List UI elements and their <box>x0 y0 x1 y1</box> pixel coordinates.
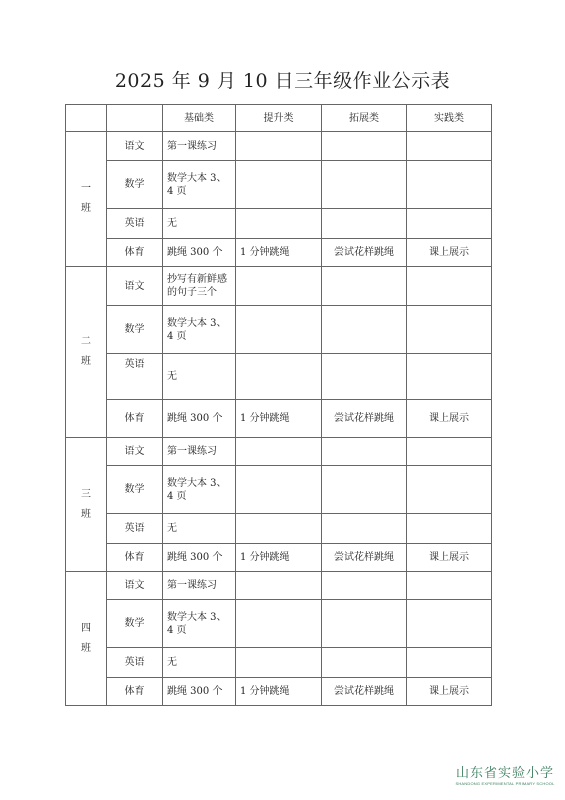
extended-cell <box>322 354 407 400</box>
advanced-cell <box>236 572 322 600</box>
school-logo <box>455 762 555 786</box>
class-label <box>66 132 107 267</box>
extended-cell <box>322 438 407 466</box>
header-advanced: 提升类 <box>236 105 322 132</box>
basic-cell: 第一课练习 <box>163 132 236 161</box>
basic-cell: 数学大本 3、4 页 <box>163 466 236 514</box>
class-label-char: 四 <box>81 622 91 634</box>
basic-cell: 数学大本 3、4 页 <box>163 161 236 209</box>
advanced-cell: 1 分钟跳绳 <box>236 400 322 438</box>
table-row <box>66 466 492 514</box>
extended-cell <box>322 161 407 209</box>
basic-cell: 跳绳 300 个 <box>163 239 236 267</box>
advanced-cell <box>236 438 322 466</box>
basic-cell: 无 <box>163 648 236 678</box>
class-label <box>66 572 107 706</box>
subject-cell: 英语 <box>107 514 163 544</box>
subject-cell: 体育 <box>107 400 163 438</box>
practice-cell <box>407 600 492 648</box>
header-extended: 拓展类 <box>322 105 407 132</box>
advanced-cell <box>236 466 322 514</box>
advanced-cell <box>236 209 322 239</box>
subject-cell: 数学 <box>107 161 163 209</box>
advanced-cell <box>236 354 322 400</box>
subject-cell: 体育 <box>107 678 163 706</box>
practice-cell: 课上展示 <box>407 400 492 438</box>
advanced-cell <box>236 267 322 306</box>
subject-cell: 语文 <box>107 438 163 466</box>
subject-cell: 数学 <box>107 306 163 354</box>
basic-cell: 第一课练习 <box>163 438 236 466</box>
subject-cell: 体育 <box>107 239 163 267</box>
class-label <box>66 438 107 572</box>
table-row <box>66 572 492 600</box>
practice-cell <box>407 466 492 514</box>
class-label-char: 班 <box>81 642 91 654</box>
practice-cell <box>407 438 492 466</box>
class-label-char: 三 <box>81 488 91 500</box>
table-row <box>66 400 492 438</box>
extended-cell <box>322 267 407 306</box>
table-row <box>66 209 492 239</box>
extended-cell: 尝试花样跳绳 <box>322 678 407 706</box>
advanced-cell <box>236 161 322 209</box>
table-row <box>66 438 492 466</box>
header-practice: 实践类 <box>407 105 492 132</box>
logo-english: SHANDONG EXPERIMENTAL PRIMARY SCHOOL <box>455 781 555 786</box>
practice-cell <box>407 132 492 161</box>
practice-cell: 课上展示 <box>407 239 492 267</box>
header-basic: 基础类 <box>163 105 236 132</box>
table-row <box>66 678 492 706</box>
extended-cell: 尝试花样跳绳 <box>322 544 407 572</box>
table-row <box>66 132 492 161</box>
extended-cell <box>322 209 407 239</box>
table-row <box>66 354 492 400</box>
practice-cell <box>407 572 492 600</box>
extended-cell <box>322 572 407 600</box>
class-label-char: 一 <box>81 183 91 194</box>
extended-cell <box>322 132 407 161</box>
practice-cell <box>407 354 492 400</box>
basic-cell: 跳绳 300 个 <box>163 400 236 438</box>
class-label-char: 班 <box>81 203 91 214</box>
table-row <box>66 514 492 544</box>
header-row <box>66 105 492 132</box>
subject-cell: 英语 <box>107 209 163 239</box>
subject-cell: 数学 <box>107 466 163 514</box>
subject-cell: 语文 <box>107 132 163 161</box>
advanced-cell <box>236 648 322 678</box>
subject-cell: 体育 <box>107 544 163 572</box>
class-label-char: 二 <box>81 336 91 347</box>
class-label-char: 班 <box>81 508 91 520</box>
class-label-char: 班 <box>81 356 91 367</box>
table-row <box>66 600 492 648</box>
advanced-cell <box>236 132 322 161</box>
table-row <box>66 648 492 678</box>
advanced-cell <box>236 600 322 648</box>
basic-cell: 无 <box>163 209 236 239</box>
basic-cell: 数学大本 3、4 页 <box>163 306 236 354</box>
basic-cell: 第一课练习 <box>163 572 236 600</box>
table-row <box>66 306 492 354</box>
extended-cell: 尝试花样跳绳 <box>322 400 407 438</box>
advanced-cell: 1 分钟跳绳 <box>236 239 322 267</box>
practice-cell <box>407 209 492 239</box>
advanced-cell: 1 分钟跳绳 <box>236 678 322 706</box>
basic-cell: 无 <box>163 514 236 544</box>
header-blank-2 <box>107 105 163 132</box>
practice-cell <box>407 267 492 306</box>
practice-cell: 课上展示 <box>407 544 492 572</box>
extended-cell <box>322 600 407 648</box>
table-row <box>66 161 492 209</box>
page-title: 2025 年 9 月 10 日三年级作业公示表 <box>114 70 451 92</box>
extended-cell <box>322 306 407 354</box>
basic-cell: 跳绳 300 个 <box>163 678 236 706</box>
class-label <box>66 267 107 438</box>
table-row <box>66 267 492 306</box>
basic-cell: 抄写有新鲜感的句子三个 <box>163 267 236 306</box>
advanced-cell <box>236 514 322 544</box>
extended-cell <box>322 648 407 678</box>
advanced-cell: 1 分钟跳绳 <box>236 544 322 572</box>
practice-cell <box>407 648 492 678</box>
subject-cell: 语文 <box>107 572 163 600</box>
basic-cell: 跳绳 300 个 <box>163 544 236 572</box>
subject-cell: 语文 <box>107 267 163 306</box>
subject-cell: 英语 <box>107 648 163 678</box>
table-row <box>66 239 492 267</box>
extended-cell <box>322 514 407 544</box>
homework-table <box>65 104 492 706</box>
basic-cell: 无 <box>163 354 236 400</box>
practice-cell <box>407 514 492 544</box>
table-row <box>66 544 492 572</box>
practice-cell <box>407 306 492 354</box>
extended-cell: 尝试花样跳绳 <box>322 239 407 267</box>
extended-cell <box>322 466 407 514</box>
advanced-cell <box>236 306 322 354</box>
logo-chinese: 山东省实验小学 <box>455 766 554 781</box>
practice-cell: 课上展示 <box>407 678 492 706</box>
basic-cell: 数学大本 3、4 页 <box>163 600 236 648</box>
subject-cell: 数学 <box>107 600 163 648</box>
practice-cell <box>407 161 492 209</box>
header-blank-1 <box>66 105 107 132</box>
subject-cell: 英语 <box>107 354 163 400</box>
